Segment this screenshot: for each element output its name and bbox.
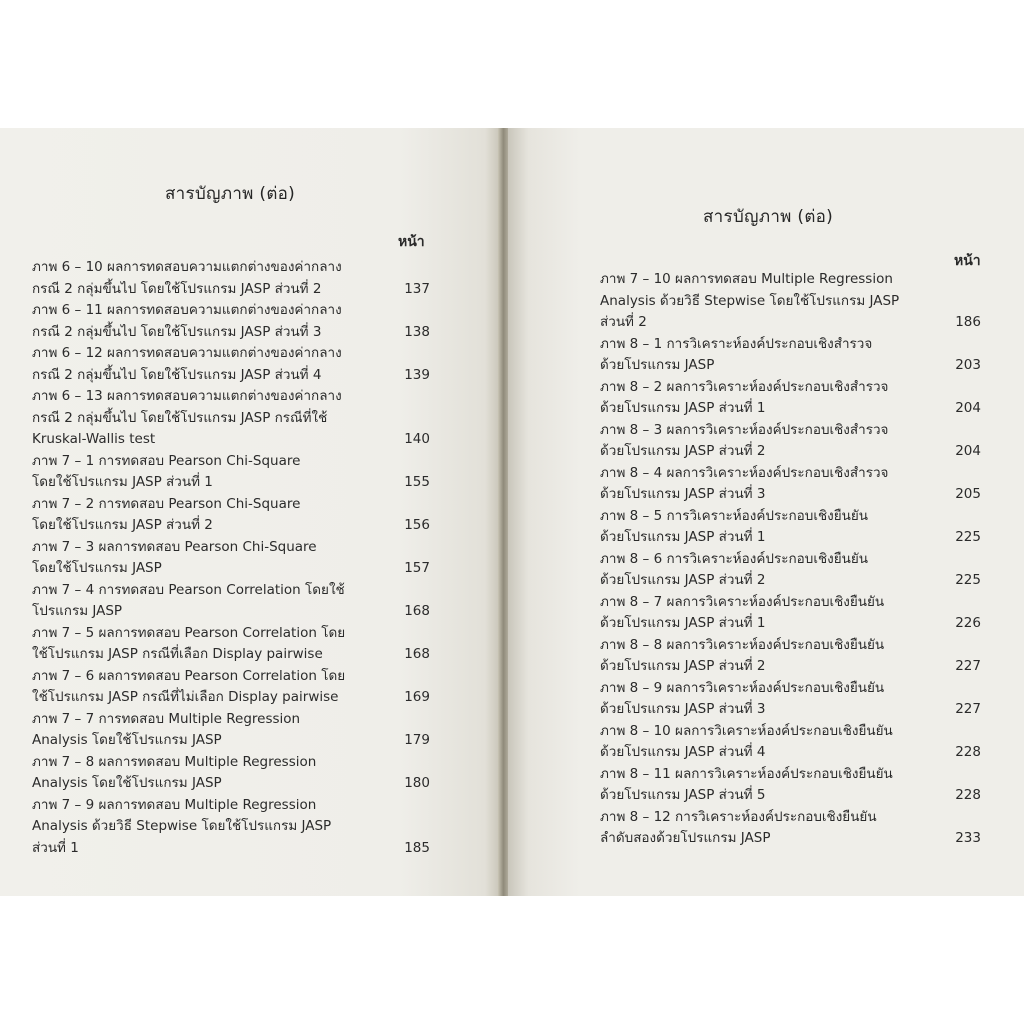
entry-text: ด้วยโปรแกรม JASP ส่วนที่ 2 xyxy=(600,572,766,588)
entry-line xyxy=(32,365,430,387)
entry-page-number: 156 xyxy=(404,517,430,533)
entry-text: Analysis ด้วยวิธี Stepwise โดยใช้โปรแกรม JASP xyxy=(32,818,332,834)
entry-page-number: 157 xyxy=(404,560,430,576)
entry-page-number: 180 xyxy=(404,775,430,791)
entry-page-number: 185 xyxy=(404,839,430,856)
entry-text: ภาพ 8 – 7 ผลการวิเคราะห์องค์ประกอบเชิงยืนยัน xyxy=(600,593,885,610)
right-page xyxy=(508,128,1024,896)
toc-entry xyxy=(32,623,430,666)
entry-text: ด้วยโปรแกรม JASP ส่วนที่ 1 xyxy=(600,400,766,416)
entry-line xyxy=(600,377,981,399)
entry-line xyxy=(32,343,430,365)
entry-line xyxy=(600,334,981,356)
entry-text: ด้วยโปรแกรม JASP ส่วนที่ 3 xyxy=(600,701,766,717)
toc-entry xyxy=(600,334,981,377)
entry-text: ภาพ 6 – 12 ผลการทดสอบความแตกต่างของค่ากลาง xyxy=(32,345,342,361)
entry-line xyxy=(600,527,981,549)
entry-page-number: 227 xyxy=(955,658,981,674)
toc-entry xyxy=(32,257,430,300)
entry-text: กรณี 2 กลุ่มขึ้นไป โดยใช้โปรแกรม JASP ส่วนที่ 4 xyxy=(32,366,322,383)
toc-entry xyxy=(32,343,430,386)
entry-page-number: 228 xyxy=(955,744,981,760)
entry-text: ด้วยโปรแกรม JASP xyxy=(600,357,715,373)
entry-line xyxy=(600,549,981,571)
entry-line xyxy=(600,291,981,313)
toc-entry xyxy=(600,269,981,334)
entry-text: ภาพ 6 – 13 ผลการทดสอบความแตกต่างของค่ากลาง xyxy=(32,388,342,404)
entry-text: ด้วยโปรแกรม JASP ส่วนที่ 2 xyxy=(600,443,766,459)
entry-page-number: 233 xyxy=(955,830,981,846)
page-column-label: หน้า xyxy=(954,253,981,269)
entry-page-number: 203 xyxy=(955,357,981,373)
toc-entry xyxy=(32,795,430,860)
entry-line xyxy=(32,494,430,516)
entry-text: ภาพ 7 – 7 การทดสอบ Multiple Regression xyxy=(32,710,301,727)
entry-line xyxy=(600,506,981,528)
entry-line xyxy=(600,764,981,786)
entry-text: Analysis ด้วยวิธี Stepwise โดยใช้โปรแกรม JASP xyxy=(600,292,900,309)
toc-entry xyxy=(600,377,981,420)
toc-entry xyxy=(600,592,981,635)
entry-text: ภาพ 7 – 6 ผลการทดสอบ Pearson Correlation โดย xyxy=(32,667,346,684)
entry-line xyxy=(600,635,981,657)
entry-text: โดยใช้โปรแกรม JASP ส่วนที่ 1 xyxy=(32,474,213,490)
entry-line xyxy=(32,451,430,473)
figure-list xyxy=(600,269,981,850)
entry-page-number: 168 xyxy=(404,646,430,662)
entry-line xyxy=(32,537,430,559)
entry-line xyxy=(600,398,981,420)
entry-text: ภาพ 6 – 11 ผลการทดสอบความแตกต่างของค่ากลาง xyxy=(32,302,342,318)
entry-line xyxy=(600,484,981,506)
entry-page-number: 139 xyxy=(404,366,430,383)
entry-text: ด้วยโปรแกรม JASP ส่วนที่ 1 xyxy=(600,529,766,545)
entry-line xyxy=(32,279,430,301)
entry-text: ภาพ 6 – 10 ผลการทดสอบความแตกต่างของค่ากลาง xyxy=(32,259,342,275)
entry-text: โดยใช้โปรแกรม JASP xyxy=(32,560,162,576)
entry-line xyxy=(32,429,430,451)
toc-entry xyxy=(32,300,430,343)
entry-page-number: 227 xyxy=(955,701,981,717)
toc-entry xyxy=(600,420,981,463)
entry-line xyxy=(600,269,981,291)
toc-entry xyxy=(600,635,981,678)
entry-page-number: 137 xyxy=(404,280,430,297)
entry-text: ด้วยโปรแกรม JASP ส่วนที่ 4 xyxy=(600,744,766,760)
page-heading: สารบัญภาพ (ต่อ) xyxy=(165,184,296,204)
toc-entry xyxy=(32,537,430,580)
entry-text: ลำดับสองด้วยโปรแกรม JASP xyxy=(600,830,771,846)
entry-page-number: 138 xyxy=(404,323,430,340)
entry-page-number: 168 xyxy=(404,603,430,619)
entry-text: Analysis โดยใช้โปรแกรม JASP xyxy=(32,775,222,791)
entry-line xyxy=(32,795,430,817)
toc-entry xyxy=(32,494,430,537)
entry-text: ภาพ 7 – 10 ผลการทดสอบ Multiple Regression xyxy=(600,271,893,287)
entry-text: ส่วนที่ 1 xyxy=(32,839,79,856)
entry-line xyxy=(600,312,981,334)
entry-text: ภาพ 8 – 1 การวิเคราะห์องค์ประกอบเชิงสำรวจ xyxy=(600,335,873,352)
entry-line xyxy=(32,322,430,344)
entry-text: กรณี 2 กลุ่มขึ้นไป โดยใช้โปรแกรม JASP ส่วนที่ 2 xyxy=(32,280,322,297)
entry-page-number: 225 xyxy=(955,529,981,545)
entry-line xyxy=(600,678,981,700)
entry-line xyxy=(32,752,430,774)
entry-text: โปรแกรม JASP xyxy=(32,603,123,619)
entry-line xyxy=(600,592,981,614)
entry-text: ภาพ 8 – 12 การวิเคราะห์องค์ประกอบเชิงยืนยัน xyxy=(600,808,877,825)
entry-line xyxy=(600,699,981,721)
entry-text: ภาพ 8 – 8 ผลการวิเคราะห์องค์ประกอบเชิงยืนยัน xyxy=(600,636,885,653)
entry-page-number: 204 xyxy=(955,400,981,416)
entry-line xyxy=(32,644,430,666)
toc-entry xyxy=(600,549,981,592)
entry-page-number: 228 xyxy=(955,787,981,803)
entry-line xyxy=(600,613,981,635)
entry-line xyxy=(600,656,981,678)
entry-text: ภาพ 8 – 11 ผลการวิเคราะห์องค์ประกอบเชิงยืนยัน xyxy=(600,765,893,782)
entry-page-number: 186 xyxy=(955,314,981,330)
entry-text: ด้วยโปรแกรม JASP ส่วนที่ 1 xyxy=(600,615,766,631)
entry-line xyxy=(32,257,430,279)
entry-line xyxy=(32,687,430,709)
entry-line xyxy=(32,558,430,580)
entry-page-number: 205 xyxy=(955,486,981,502)
entry-text: ด้วยโปรแกรม JASP ส่วนที่ 2 xyxy=(600,658,766,674)
toc-entry xyxy=(32,451,430,494)
toc-entry xyxy=(600,506,981,549)
entry-line xyxy=(600,570,981,592)
entry-text: Analysis โดยใช้โปรแกรม JASP xyxy=(32,732,222,748)
entry-text: ภาพ 8 – 6 การวิเคราะห์องค์ประกอบเชิงยืนยัน xyxy=(600,550,868,567)
entry-line xyxy=(32,816,430,838)
entry-line xyxy=(32,838,430,860)
entry-text: โดยใช้โปรแกรม JASP ส่วนที่ 2 xyxy=(32,517,213,533)
entry-line xyxy=(600,441,981,463)
entry-line xyxy=(32,666,430,688)
entry-line xyxy=(32,709,430,731)
entry-line xyxy=(32,386,430,408)
entry-text: ภาพ 7 – 8 ผลการทดสอบ Multiple Regression xyxy=(32,753,317,770)
entry-line xyxy=(32,773,430,795)
entry-text: ภาพ 8 – 10 ผลการวิเคราะห์องค์ประกอบเชิงยืนยัน xyxy=(600,722,893,739)
toc-entry xyxy=(600,807,981,850)
entry-text: ภาพ 7 – 4 การทดสอบ Pearson Correlation โดยใช้ xyxy=(32,581,345,598)
entry-page-number: 225 xyxy=(955,572,981,588)
left-page xyxy=(0,128,500,896)
page-heading: สารบัญภาพ (ต่อ) xyxy=(703,207,834,227)
entry-text: ด้วยโปรแกรม JASP ส่วนที่ 3 xyxy=(600,486,766,502)
figure-list xyxy=(32,257,430,859)
entry-line xyxy=(32,408,430,430)
toc-entry xyxy=(600,678,981,721)
entry-line xyxy=(32,472,430,494)
book-spread xyxy=(0,128,1024,896)
entry-page-number: 140 xyxy=(404,431,430,447)
entry-line xyxy=(600,463,981,485)
entry-text: ภาพ 8 – 5 การวิเคราะห์องค์ประกอบเชิงยืนยัน xyxy=(600,507,868,524)
toc-entry xyxy=(32,709,430,752)
entry-text: ภาพ 7 – 2 การทดสอบ Pearson Chi-Square xyxy=(32,495,301,512)
toc-entry xyxy=(32,666,430,709)
toc-entry xyxy=(32,580,430,623)
entry-line xyxy=(600,721,981,743)
entry-text: กรณี 2 กลุ่มขึ้นไป โดยใช้โปรแกรม JASP ส่วนที่ 3 xyxy=(32,323,322,340)
entry-line xyxy=(32,730,430,752)
entry-text: ภาพ 8 – 4 ผลการวิเคราะห์องค์ประกอบเชิงสำรวจ xyxy=(600,464,889,481)
entry-text: กรณี 2 กลุ่มขึ้นไป โดยใช้โปรแกรม JASP กรณีที่ใช้ xyxy=(32,409,328,426)
entry-page-number: 155 xyxy=(404,474,430,490)
entry-text: ใช้โปรแกรม JASP กรณีที่เลือก Display pairwise xyxy=(32,646,323,662)
entry-text: ภาพ 7 – 1 การทดสอบ Pearson Chi-Square xyxy=(32,452,301,469)
entry-line xyxy=(32,580,430,602)
entry-text: ภาพ 8 – 3 ผลการวิเคราะห์องค์ประกอบเชิงสำรวจ xyxy=(600,421,889,438)
entry-line xyxy=(600,785,981,807)
page-column-label: หน้า xyxy=(398,234,425,250)
entry-line xyxy=(600,742,981,764)
entry-page-number: 179 xyxy=(404,732,430,748)
entry-page-number: 204 xyxy=(955,443,981,459)
entry-text: ด้วยโปรแกรม JASP ส่วนที่ 5 xyxy=(600,787,766,803)
entry-line xyxy=(32,515,430,537)
entry-line xyxy=(32,300,430,322)
toc-entry xyxy=(600,463,981,506)
entry-text: ภาพ 8 – 2 ผลการวิเคราะห์องค์ประกอบเชิงสำรวจ xyxy=(600,378,889,395)
entry-text: ใช้โปรแกรม JASP กรณีที่ไม่เลือก Display pairwise xyxy=(32,689,339,705)
entry-line xyxy=(32,601,430,623)
entry-page-number: 169 xyxy=(404,689,430,705)
entry-text: ส่วนที่ 2 xyxy=(600,314,647,330)
toc-entry xyxy=(600,721,981,764)
entry-line xyxy=(600,828,981,850)
toc-entry xyxy=(600,764,981,807)
entry-page-number: 226 xyxy=(955,615,981,631)
toc-entry xyxy=(32,386,430,451)
entry-text: ภาพ 8 – 9 ผลการวิเคราะห์องค์ประกอบเชิงยืนยัน xyxy=(600,679,885,696)
entry-text: ภาพ 7 – 5 ผลการทดสอบ Pearson Correlation โดย xyxy=(32,624,346,641)
entry-text: ภาพ 7 – 3 ผลการทดสอบ Pearson Chi-Square xyxy=(32,538,317,555)
entry-line xyxy=(32,623,430,645)
entry-line xyxy=(600,420,981,442)
entry-text: Kruskal-Wallis test xyxy=(32,431,156,447)
entry-line xyxy=(600,807,981,829)
entry-text: ภาพ 7 – 9 ผลการทดสอบ Multiple Regression xyxy=(32,796,317,813)
toc-entry xyxy=(32,752,430,795)
entry-line xyxy=(600,355,981,377)
